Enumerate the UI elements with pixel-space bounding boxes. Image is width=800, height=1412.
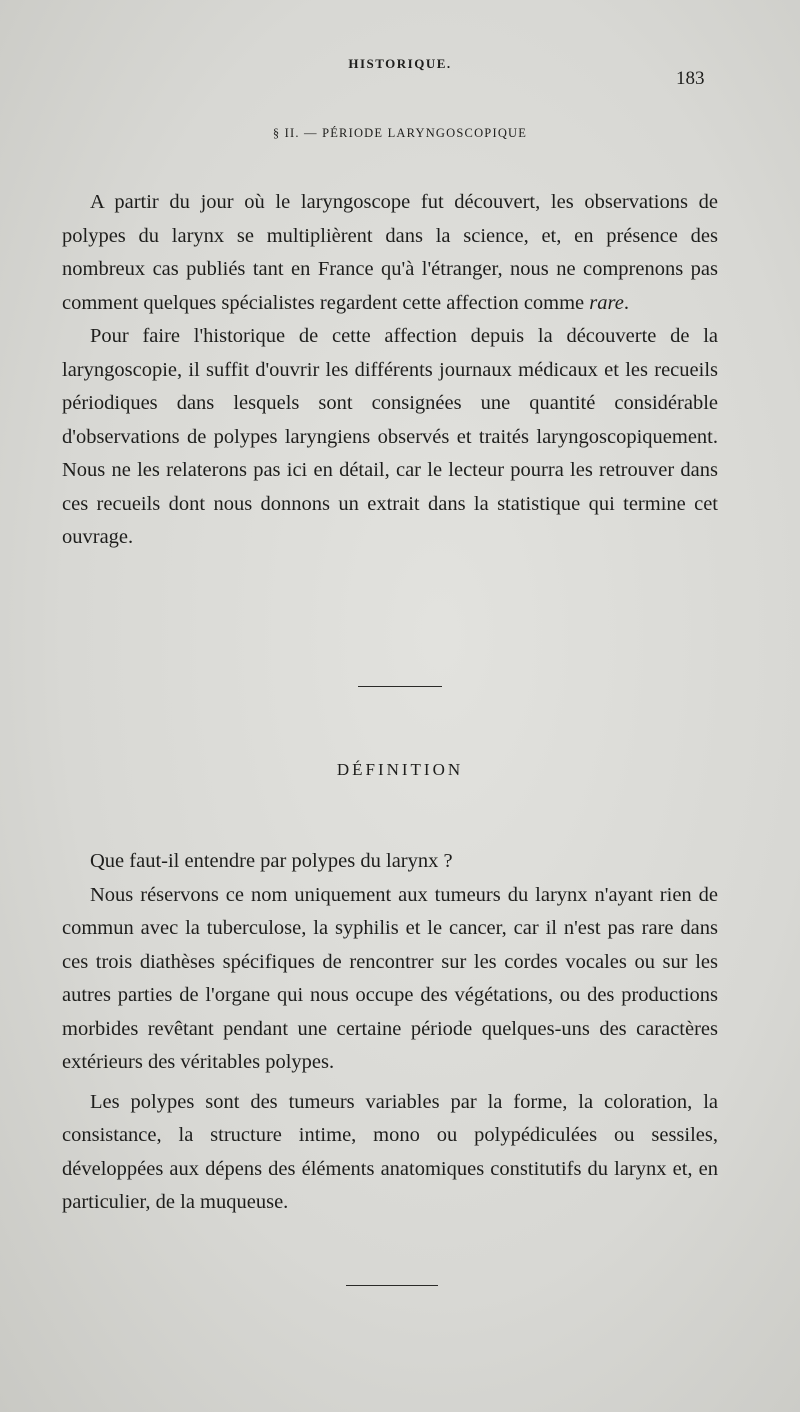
definition-question: Que faut-il entendre par polypes du larynx ?	[90, 850, 453, 872]
historique-text	[62, 186, 718, 555]
closing-divider	[346, 1285, 438, 1286]
definition-heading: DÉFINITION	[336, 760, 464, 779]
page-number: 183	[676, 68, 705, 89]
definition-text	[62, 845, 718, 1220]
historique-paragraph-1-text: A partir du jour où le laryngoscope fut découvert, les observations de polypes du larynx se multiplièrent dans la science, et, en présence des nombreux cas publiés tant en France qu'à l'étranger, nous ne comprenons pas comment quelques spécialistes regardent cette affection comme	[62, 191, 718, 314]
definition-paragraph-1: Nous réservons ce nom uniquement aux tumeurs du larynx n'ayant rien de commun avec la tuberculose, la syphilis et le cancer, car il n'est pas rare dans ces trois diathèses spécifiques de rencontrer sur les cordes vocales ou sur les autres parties de l'organe qui nous occupe des végétations, ou des productions morbides revêtant pendant une certaine période quelques-uns des caractères extérieurs des véritables polypes.	[62, 883, 718, 1073]
section-divider	[358, 686, 442, 687]
section-title: § II. — PÉRIODE LARYNGOSCOPIQUE	[272, 126, 528, 140]
historique-paragraph-1	[62, 186, 718, 320]
historique-paragraph-1-end: .	[623, 291, 629, 314]
running-head: HISTORIQUE.	[348, 56, 452, 71]
definition-paragraph-2: Les polypes sont des tumeurs variables par la forme, la coloration, la consistance, la structure intime, mono ou polypédiculées ou sessiles, développées aux dépens des éléments anatomiques constitutifs du larynx et, en particulier, de la muqueuse.	[62, 1090, 718, 1213]
historique-paragraph-2: Pour faire l'historique de cette affection depuis la découverte de la laryngoscopie, il suffit d'ouvrir les différents journaux médicaux et les recueils périodiques dans lesquels sont consignées une quantité considérable d'observations de polypes laryngiens observés et traités laryngoscopiquement. Nous ne les relaterons pas ici en détail, car le lecteur pourra les retrouver dans ces recueils dont nous donnons un extrait dans la statistique qui termine cet ouvrage.	[62, 325, 718, 548]
italic-word-rare: rare	[589, 291, 624, 314]
